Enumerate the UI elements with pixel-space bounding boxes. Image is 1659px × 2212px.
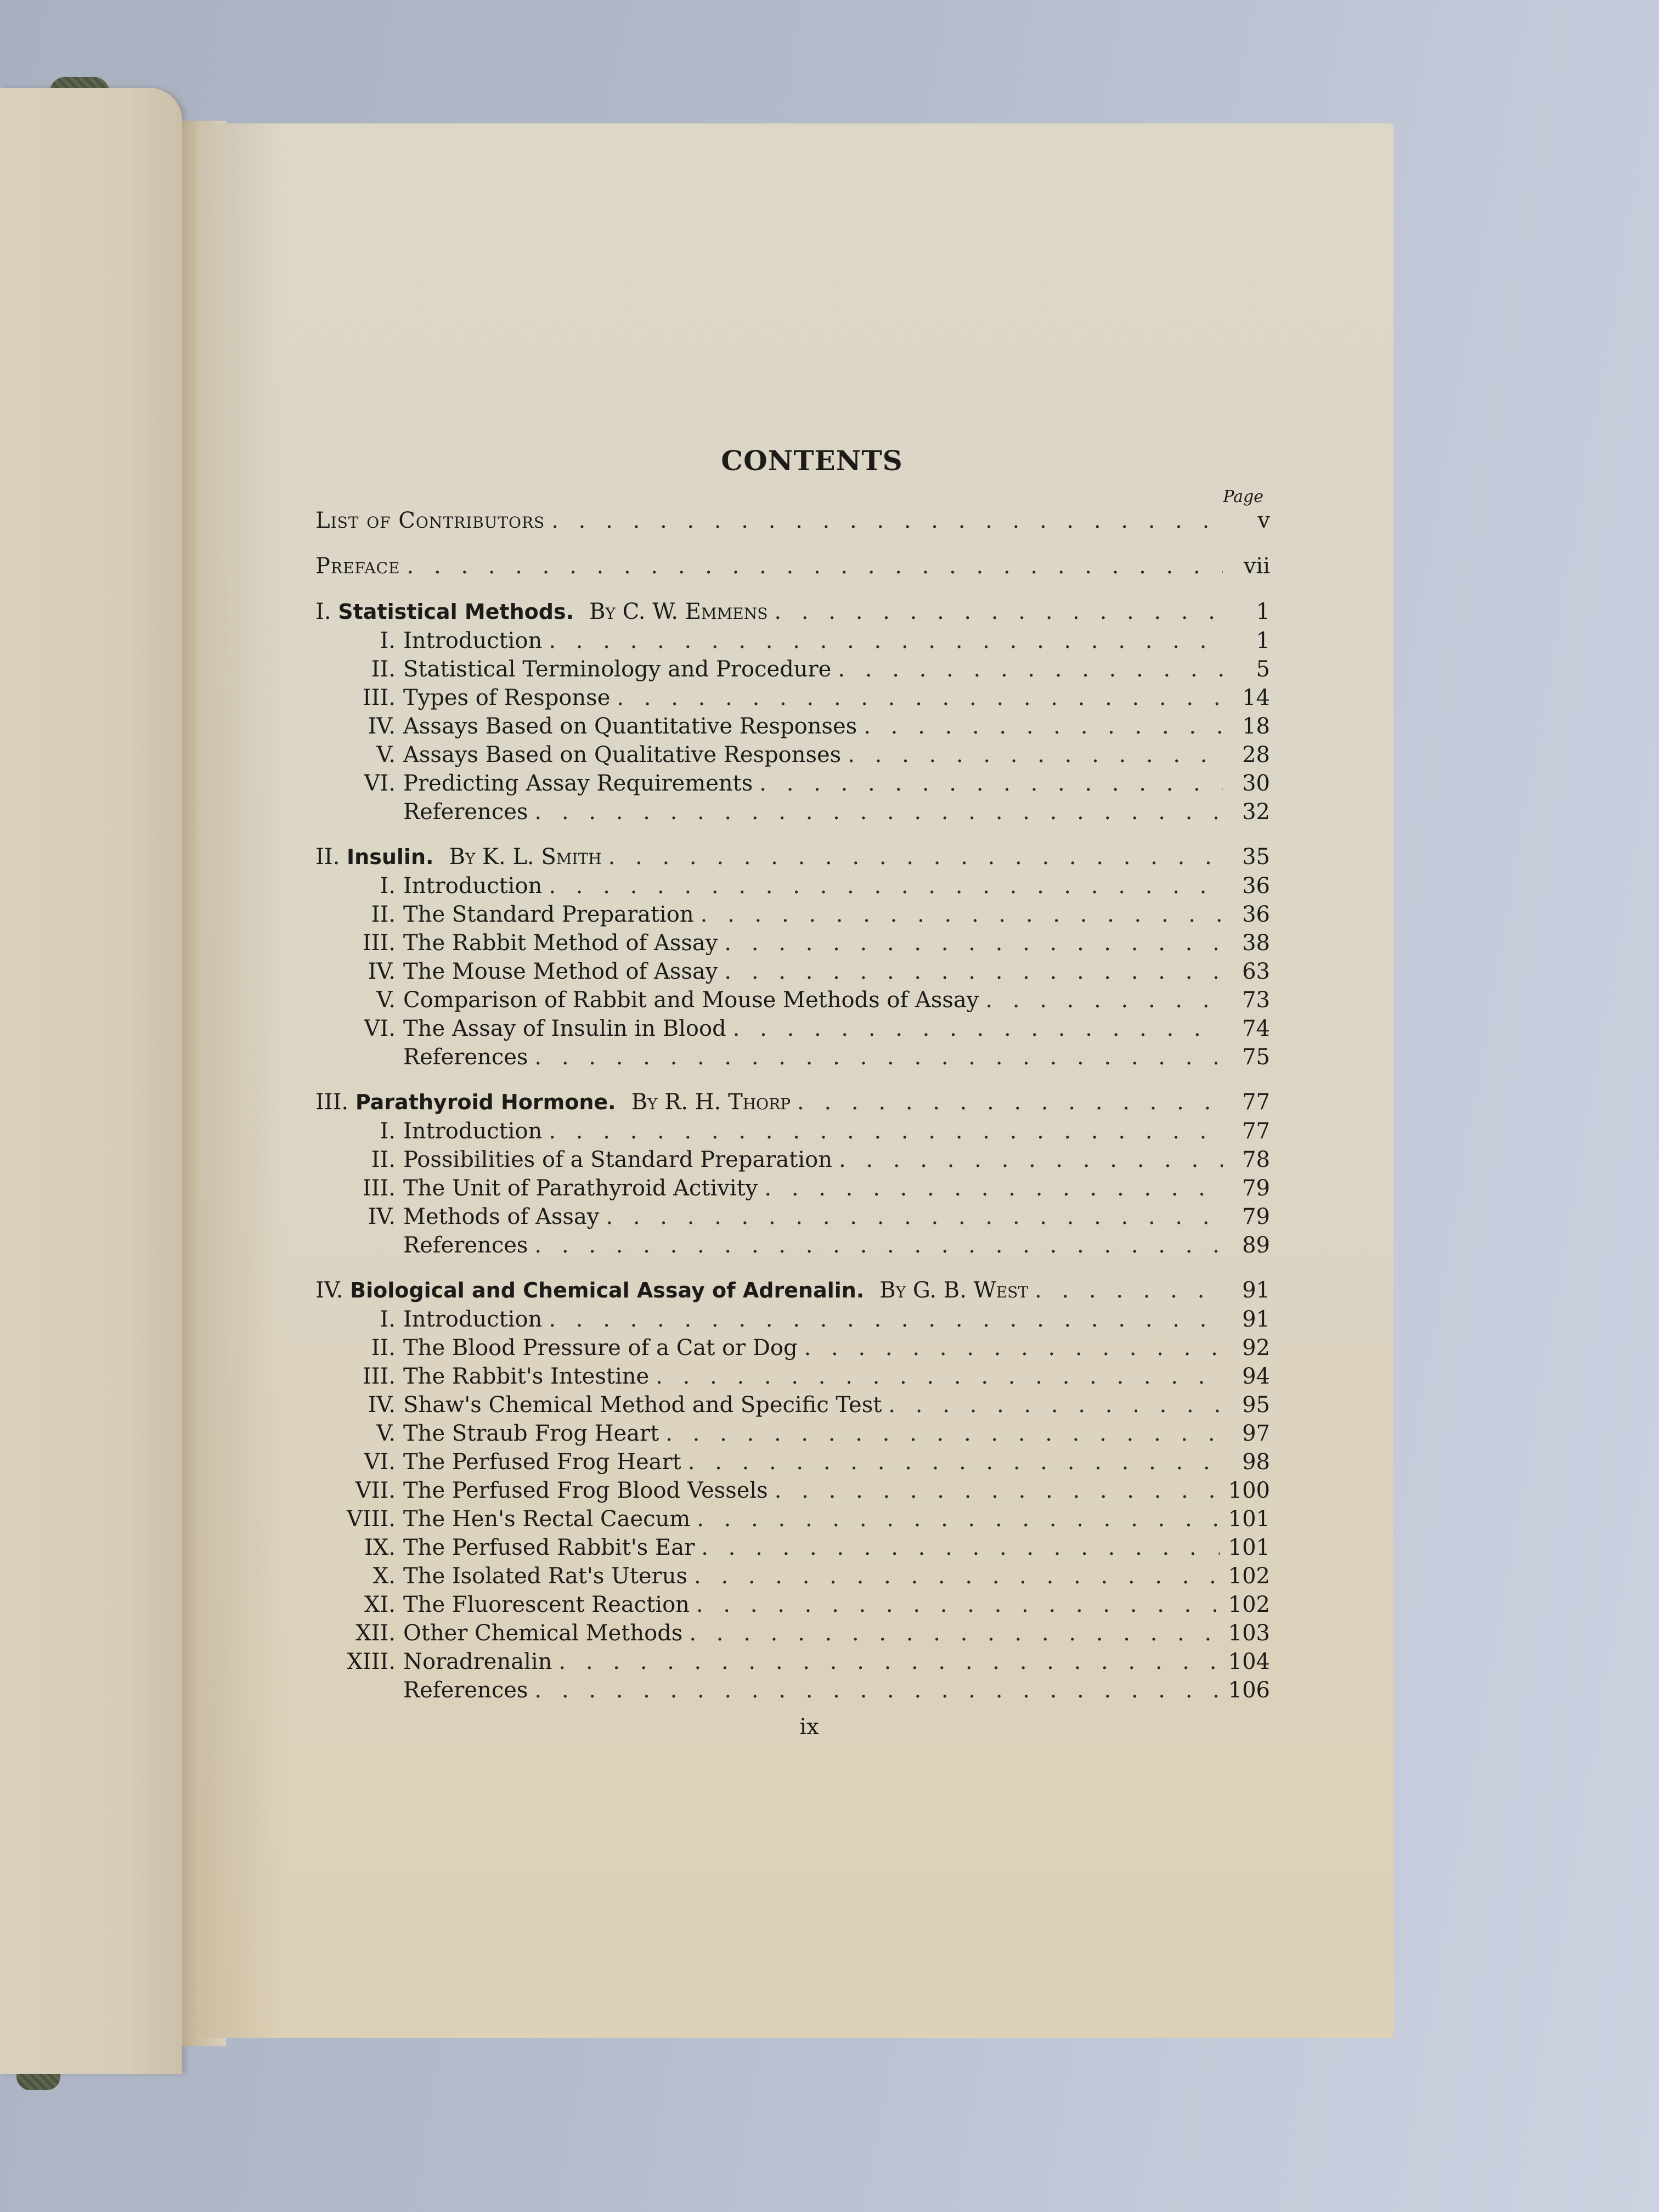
section-title: The Rabbit's Intestine bbox=[403, 1364, 650, 1389]
dot-leader bbox=[697, 1505, 1219, 1533]
toc-section-entry[interactable] bbox=[315, 798, 1270, 826]
dot-leader bbox=[985, 986, 1223, 1014]
toc-chapter-entry[interactable] bbox=[315, 597, 1270, 627]
toc-section-entry[interactable] bbox=[315, 684, 1270, 712]
section-number: XI. bbox=[364, 1592, 396, 1617]
section-number: XII. bbox=[356, 1621, 396, 1646]
section-title: Statistical Terminology and Procedure bbox=[403, 657, 832, 682]
section-page-number: 103 bbox=[1228, 1621, 1270, 1646]
toc-section-entry[interactable] bbox=[315, 900, 1270, 929]
section-title: Shaw's Chemical Method and Specific Test bbox=[403, 1392, 882, 1418]
section-number: III. bbox=[362, 1176, 396, 1201]
section-number: I. bbox=[380, 1307, 396, 1332]
section-page-number: 30 bbox=[1242, 771, 1270, 796]
toc-section-entry[interactable] bbox=[315, 986, 1270, 1014]
chapter-list bbox=[315, 597, 1270, 1705]
toc-section-entry[interactable] bbox=[315, 1203, 1270, 1231]
dot-leader bbox=[774, 597, 1223, 627]
chapter-page-number: 77 bbox=[1242, 1090, 1270, 1115]
toc-section-entry[interactable] bbox=[315, 1533, 1270, 1562]
section-page-number: 79 bbox=[1242, 1204, 1270, 1229]
toc-entry-list-of-contributors[interactable] bbox=[315, 506, 1270, 535]
section-page-number: 106 bbox=[1228, 1678, 1270, 1703]
toc-section-entry[interactable] bbox=[315, 1231, 1270, 1260]
dot-leader bbox=[534, 1231, 1223, 1260]
section-page-number: 91 bbox=[1242, 1307, 1270, 1332]
spacer bbox=[315, 535, 1270, 552]
section-title: Comparison of Rabbit and Mouse Methods of Assay bbox=[403, 988, 979, 1013]
dot-leader bbox=[558, 1647, 1219, 1676]
section-page-number: 94 bbox=[1242, 1364, 1270, 1389]
dot-leader bbox=[864, 712, 1223, 741]
dot-leader bbox=[804, 1334, 1223, 1362]
toc-section-entry[interactable] bbox=[315, 1476, 1270, 1505]
section-title: The Perfused Rabbit's Ear bbox=[403, 1535, 695, 1560]
toc-section-entry[interactable] bbox=[315, 1043, 1270, 1071]
section-page-number: 95 bbox=[1242, 1392, 1270, 1418]
toc-section-entry[interactable] bbox=[315, 929, 1270, 957]
chapter-number: IV. bbox=[315, 1278, 343, 1303]
section-page-number: 77 bbox=[1242, 1119, 1270, 1144]
section-number: III. bbox=[362, 930, 396, 956]
dot-leader bbox=[665, 1419, 1223, 1448]
toc-section-entry[interactable] bbox=[315, 1676, 1270, 1705]
entry-title: Preface bbox=[315, 554, 400, 579]
dot-leader bbox=[534, 798, 1223, 826]
section-title: Assays Based on Quantitative Responses bbox=[403, 714, 857, 739]
section-number: III. bbox=[362, 685, 396, 710]
section-page-number: 98 bbox=[1242, 1449, 1270, 1475]
section-page-number: 28 bbox=[1242, 742, 1270, 768]
section-title: The Assay of Insulin in Blood bbox=[403, 1016, 726, 1041]
chapter-page-number: 1 bbox=[1256, 599, 1270, 624]
section-title: Introduction bbox=[403, 1307, 543, 1332]
section-page-number: 32 bbox=[1242, 799, 1270, 825]
page-gutter-shadow bbox=[198, 123, 285, 2038]
dot-leader bbox=[688, 1448, 1223, 1476]
section-number: VI. bbox=[364, 1449, 396, 1475]
section-number: II. bbox=[371, 657, 396, 682]
section-number: IV. bbox=[368, 1392, 396, 1418]
dot-leader bbox=[534, 1043, 1223, 1071]
section-page-number: 14 bbox=[1242, 685, 1270, 710]
section-title: The Straub Frog Heart bbox=[403, 1421, 659, 1446]
section-number: I. bbox=[380, 628, 396, 653]
dot-leader bbox=[764, 1174, 1223, 1203]
section-title: The Fluorescent Reaction bbox=[403, 1592, 690, 1617]
entry-title: List of Contributors bbox=[315, 508, 545, 533]
toc-section-entry[interactable] bbox=[315, 769, 1270, 798]
section-page-number: 79 bbox=[1242, 1176, 1270, 1201]
dot-leader bbox=[694, 1562, 1220, 1590]
chapter-heading bbox=[315, 1276, 1028, 1305]
section-number: IX. bbox=[364, 1535, 396, 1560]
section-page-number: 36 bbox=[1242, 873, 1270, 899]
section-title: References bbox=[403, 1678, 528, 1703]
toc-section-entry[interactable] bbox=[315, 1334, 1270, 1362]
toc-section-entry[interactable] bbox=[315, 1647, 1270, 1676]
section-page-number: 74 bbox=[1242, 1016, 1270, 1041]
chapter-title: Biological and Chemical Assay of Adrenalin. bbox=[350, 1278, 865, 1302]
chapter-number: III. bbox=[315, 1090, 349, 1115]
toc-section-entry[interactable] bbox=[315, 1117, 1270, 1146]
section-page-number: 5 bbox=[1256, 657, 1270, 682]
toc-section-entry[interactable] bbox=[315, 872, 1270, 900]
dot-leader bbox=[656, 1362, 1223, 1391]
section-page-number: 63 bbox=[1242, 959, 1270, 984]
toc-section-entry[interactable] bbox=[315, 1562, 1270, 1590]
toc-section-entry[interactable] bbox=[315, 957, 1270, 986]
toc-section-entry[interactable] bbox=[315, 1146, 1270, 1174]
left-page-edge bbox=[0, 88, 182, 2074]
section-page-number: 75 bbox=[1242, 1045, 1270, 1070]
dot-leader bbox=[797, 1088, 1223, 1117]
section-number: V. bbox=[376, 742, 396, 768]
section-number: V. bbox=[376, 1421, 396, 1446]
section-title: Types of Response bbox=[403, 685, 611, 710]
dot-leader bbox=[689, 1619, 1219, 1647]
chapter-page-number: 91 bbox=[1242, 1278, 1270, 1303]
section-number: V. bbox=[376, 988, 396, 1013]
chapter-title: Insulin. bbox=[347, 845, 434, 869]
section-page-number: 89 bbox=[1242, 1233, 1270, 1258]
toc-section-entry[interactable] bbox=[315, 627, 1270, 655]
section-number: XIII. bbox=[347, 1649, 396, 1674]
section-title: The Hen's Rectal Caecum bbox=[403, 1506, 691, 1532]
section-page-number: 101 bbox=[1228, 1506, 1270, 1532]
chapter-title: Parathyroid Hormone. bbox=[355, 1090, 616, 1114]
section-title: The Isolated Rat's Uterus bbox=[403, 1564, 688, 1589]
dot-leader bbox=[549, 1117, 1223, 1146]
dot-leader bbox=[549, 1305, 1223, 1334]
section-title: References bbox=[403, 1233, 528, 1258]
toc-chapter-entry[interactable] bbox=[315, 1088, 1270, 1117]
section-title: The Unit of Parathyroid Activity bbox=[403, 1176, 758, 1201]
section-number: VIII. bbox=[346, 1506, 396, 1532]
section-page-number: 1 bbox=[1256, 628, 1270, 653]
section-page-number: 100 bbox=[1228, 1478, 1270, 1503]
chapter-author: By R. H. Thorp bbox=[631, 1090, 791, 1115]
toc-section-entry[interactable] bbox=[315, 1362, 1270, 1391]
chapter-author: By K. L. Smith bbox=[449, 844, 602, 870]
section-title: Noradrenalin bbox=[403, 1649, 552, 1674]
dot-leader bbox=[701, 900, 1223, 929]
dot-leader bbox=[696, 1590, 1220, 1619]
section-title: Predicting Assay Requirements bbox=[403, 771, 753, 796]
toc-section-entry[interactable] bbox=[315, 1305, 1270, 1334]
section-number: I. bbox=[380, 1119, 396, 1144]
table-of-contents bbox=[315, 444, 1270, 1740]
section-number: II. bbox=[371, 1147, 396, 1172]
section-number: IV. bbox=[368, 714, 396, 739]
chapter-heading bbox=[315, 597, 768, 627]
section-title: References bbox=[403, 799, 528, 825]
section-page-number: 101 bbox=[1228, 1535, 1270, 1560]
dot-leader bbox=[775, 1476, 1220, 1505]
section-title: The Mouse Method of Assay bbox=[403, 959, 718, 984]
section-page-number: 78 bbox=[1242, 1147, 1270, 1172]
chapter-heading bbox=[315, 843, 602, 872]
section-page-number: 97 bbox=[1242, 1421, 1270, 1446]
toc-chapter-entry[interactable] bbox=[315, 843, 1270, 872]
section-title: Introduction bbox=[403, 628, 543, 653]
toc-section-entry[interactable] bbox=[315, 712, 1270, 741]
section-title: Introduction bbox=[403, 1119, 543, 1144]
dot-leader bbox=[534, 1676, 1219, 1705]
toc-section-entry[interactable] bbox=[315, 1590, 1270, 1619]
dot-leader bbox=[838, 655, 1223, 684]
toc-section-entry[interactable] bbox=[315, 1448, 1270, 1476]
section-page-number: 18 bbox=[1242, 714, 1270, 739]
chapter-author: By G. B. West bbox=[879, 1278, 1029, 1303]
section-page-number: 73 bbox=[1242, 988, 1270, 1013]
dot-leader bbox=[848, 741, 1223, 769]
toc-section-entry[interactable] bbox=[315, 655, 1270, 684]
dot-leader bbox=[549, 627, 1223, 655]
toc-section-entry[interactable] bbox=[315, 1174, 1270, 1203]
dot-leader bbox=[724, 957, 1223, 986]
dot-leader bbox=[407, 552, 1223, 581]
dot-leader bbox=[733, 1014, 1223, 1043]
chapter-number: I. bbox=[315, 599, 331, 624]
toc-section-entry[interactable] bbox=[315, 741, 1270, 769]
dot-leader bbox=[549, 872, 1223, 900]
section-number: IV. bbox=[368, 959, 396, 984]
chapter-heading bbox=[315, 1088, 791, 1117]
section-page-number: 102 bbox=[1228, 1592, 1270, 1617]
page-folio: ix bbox=[799, 1714, 819, 1740]
chapter-page-number: 35 bbox=[1242, 844, 1270, 870]
section-title: Methods of Assay bbox=[403, 1204, 600, 1229]
section-title: The Standard Preparation bbox=[403, 902, 694, 927]
section-title: Other Chemical Methods bbox=[403, 1621, 683, 1646]
section-title: The Perfused Frog Blood Vessels bbox=[403, 1478, 768, 1503]
dot-leader bbox=[759, 769, 1223, 798]
section-number: VI. bbox=[364, 1016, 396, 1041]
dot-leader bbox=[724, 929, 1223, 957]
dot-leader bbox=[608, 843, 1223, 872]
entry-page-number: vii bbox=[1243, 554, 1270, 579]
section-number: II. bbox=[371, 1335, 396, 1361]
dot-leader bbox=[839, 1146, 1223, 1174]
chapter-title: Statistical Methods. bbox=[338, 600, 574, 624]
toc-entry-preface[interactable] bbox=[315, 552, 1270, 581]
section-page-number: 38 bbox=[1242, 930, 1270, 956]
section-title: Introduction bbox=[403, 873, 543, 899]
entry-page-number: v bbox=[1257, 508, 1270, 533]
section-title: The Blood Pressure of a Cat or Dog bbox=[403, 1335, 798, 1361]
toc-section-entry[interactable] bbox=[315, 1419, 1270, 1448]
dot-leader bbox=[701, 1533, 1219, 1562]
page-title: CONTENTS bbox=[721, 444, 903, 477]
section-page-number: 102 bbox=[1228, 1564, 1270, 1589]
section-number: X. bbox=[373, 1564, 396, 1589]
dot-leader bbox=[606, 1203, 1223, 1231]
section-number: I. bbox=[380, 873, 396, 899]
chapter-author: By C. W. Emmens bbox=[589, 599, 768, 624]
toc-section-entry[interactable] bbox=[315, 1619, 1270, 1647]
section-number: IV. bbox=[368, 1204, 396, 1229]
section-title: Possibilities of a Standard Preparation bbox=[403, 1147, 832, 1172]
dot-leader bbox=[617, 684, 1223, 712]
section-title: Assays Based on Qualitative Responses bbox=[403, 742, 842, 768]
section-page-number: 36 bbox=[1242, 902, 1270, 927]
section-title: References bbox=[403, 1045, 528, 1070]
section-number: VII. bbox=[355, 1478, 396, 1503]
section-number: III. bbox=[362, 1364, 396, 1389]
section-page-number: 92 bbox=[1242, 1335, 1270, 1361]
section-number: VI. bbox=[364, 771, 396, 796]
toc-section-entry[interactable] bbox=[315, 1014, 1270, 1043]
toc-section-entry[interactable] bbox=[315, 1505, 1270, 1533]
dot-leader bbox=[1035, 1276, 1223, 1305]
toc-chapter-entry[interactable] bbox=[315, 1276, 1270, 1305]
dot-leader bbox=[551, 506, 1223, 535]
page-column-label: Page bbox=[1223, 487, 1263, 506]
section-title: The Rabbit Method of Assay bbox=[403, 930, 718, 956]
toc-section-entry[interactable] bbox=[315, 1391, 1270, 1419]
dot-leader bbox=[888, 1391, 1223, 1419]
section-number: II. bbox=[371, 902, 396, 927]
section-title: The Perfused Frog Heart bbox=[403, 1449, 681, 1475]
chapter-number: II. bbox=[315, 844, 340, 870]
section-page-number: 104 bbox=[1228, 1649, 1270, 1674]
